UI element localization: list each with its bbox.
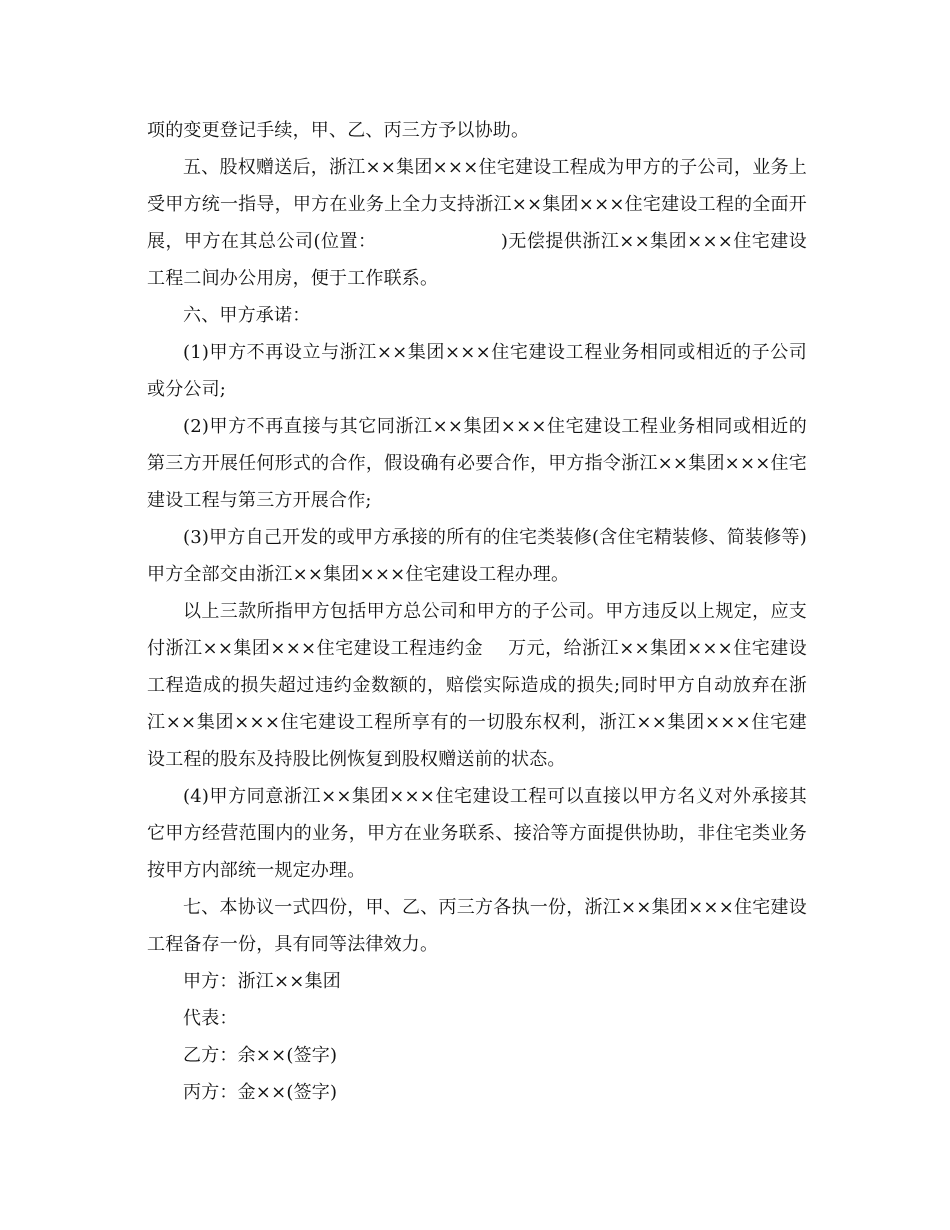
- paragraph-clause-5: 五、股权赠送后，浙江××集团×××住宅建设工程成为甲方的子公司，业务上受甲方统一指导，甲方在业务上全力支持浙江××集团×××住宅建设工程的全面开展，甲方在其总公司(位置： )无偿提供浙江××集团×××住宅建设工程二间办公用房，便于工作联系。: [147, 157, 807, 289]
- party-a-line: 甲方：浙江××集团: [183, 971, 341, 992]
- paragraph-promise-3: (3)甲方自己开发的或甲方承接的所有的住宅类装修(含住宅精装修、简装修等)甲方全部交由浙江××集团×××住宅建设工程办理。: [147, 527, 807, 585]
- paragraph-promise-1: (1)甲方不再设立与浙江××集团×××住宅建设工程业务相同或相近的子公司或分公司;: [147, 342, 807, 400]
- representative-line: 代表：: [183, 1008, 238, 1029]
- party-b-line: 乙方：余××(签字): [183, 1045, 338, 1066]
- paragraph-promise-2: (2)甲方不再直接与其它同浙江××集团×××住宅建设工程业务相同或相近的第三方开展任何形式的合作，假设确有必要合作，甲方指令浙江××集团×××住宅建设工程与第三方开展合作;: [147, 416, 807, 511]
- paragraph-promise-4: (4)甲方同意浙江××集团×××住宅建设工程可以直接以甲方名义对外承接其它甲方经营范围内的业务，甲方在业务联系、接洽等方面提供协助，非住宅类业务按甲方内部统一规定办理。: [147, 786, 807, 881]
- paragraph-continuation: 项的变更登记手续，甲、乙、丙三方予以协助。: [147, 120, 530, 141]
- document-body: [147, 112, 807, 1111]
- paragraph-clause-6-heading: 六、甲方承诺：: [183, 305, 311, 326]
- paragraph-penalty: 以上三款所指甲方包括甲方总公司和甲方的子公司。甲方违反以上规定，应支付浙江××集团×××住宅建设工程违约金 万元，给浙江××集团×××住宅建设工程造成的损失超过违约金数额的，赔偿实际造成的损失;同时甲方自动放弃在浙江××集团×××住宅建设工程所享有的一切股东权利，浙江××集团×××住宅建设工程的股东及持股比例恢复到股权赠送前的状态。: [147, 601, 807, 770]
- paragraph-clause-7: 七、本协议一式四份，甲、乙、丙三方各执一份，浙江××集团×××住宅建设工程备存一份，具有同等法律效力。: [147, 897, 807, 955]
- party-c-line: 丙方：金××(签字): [183, 1082, 338, 1103]
